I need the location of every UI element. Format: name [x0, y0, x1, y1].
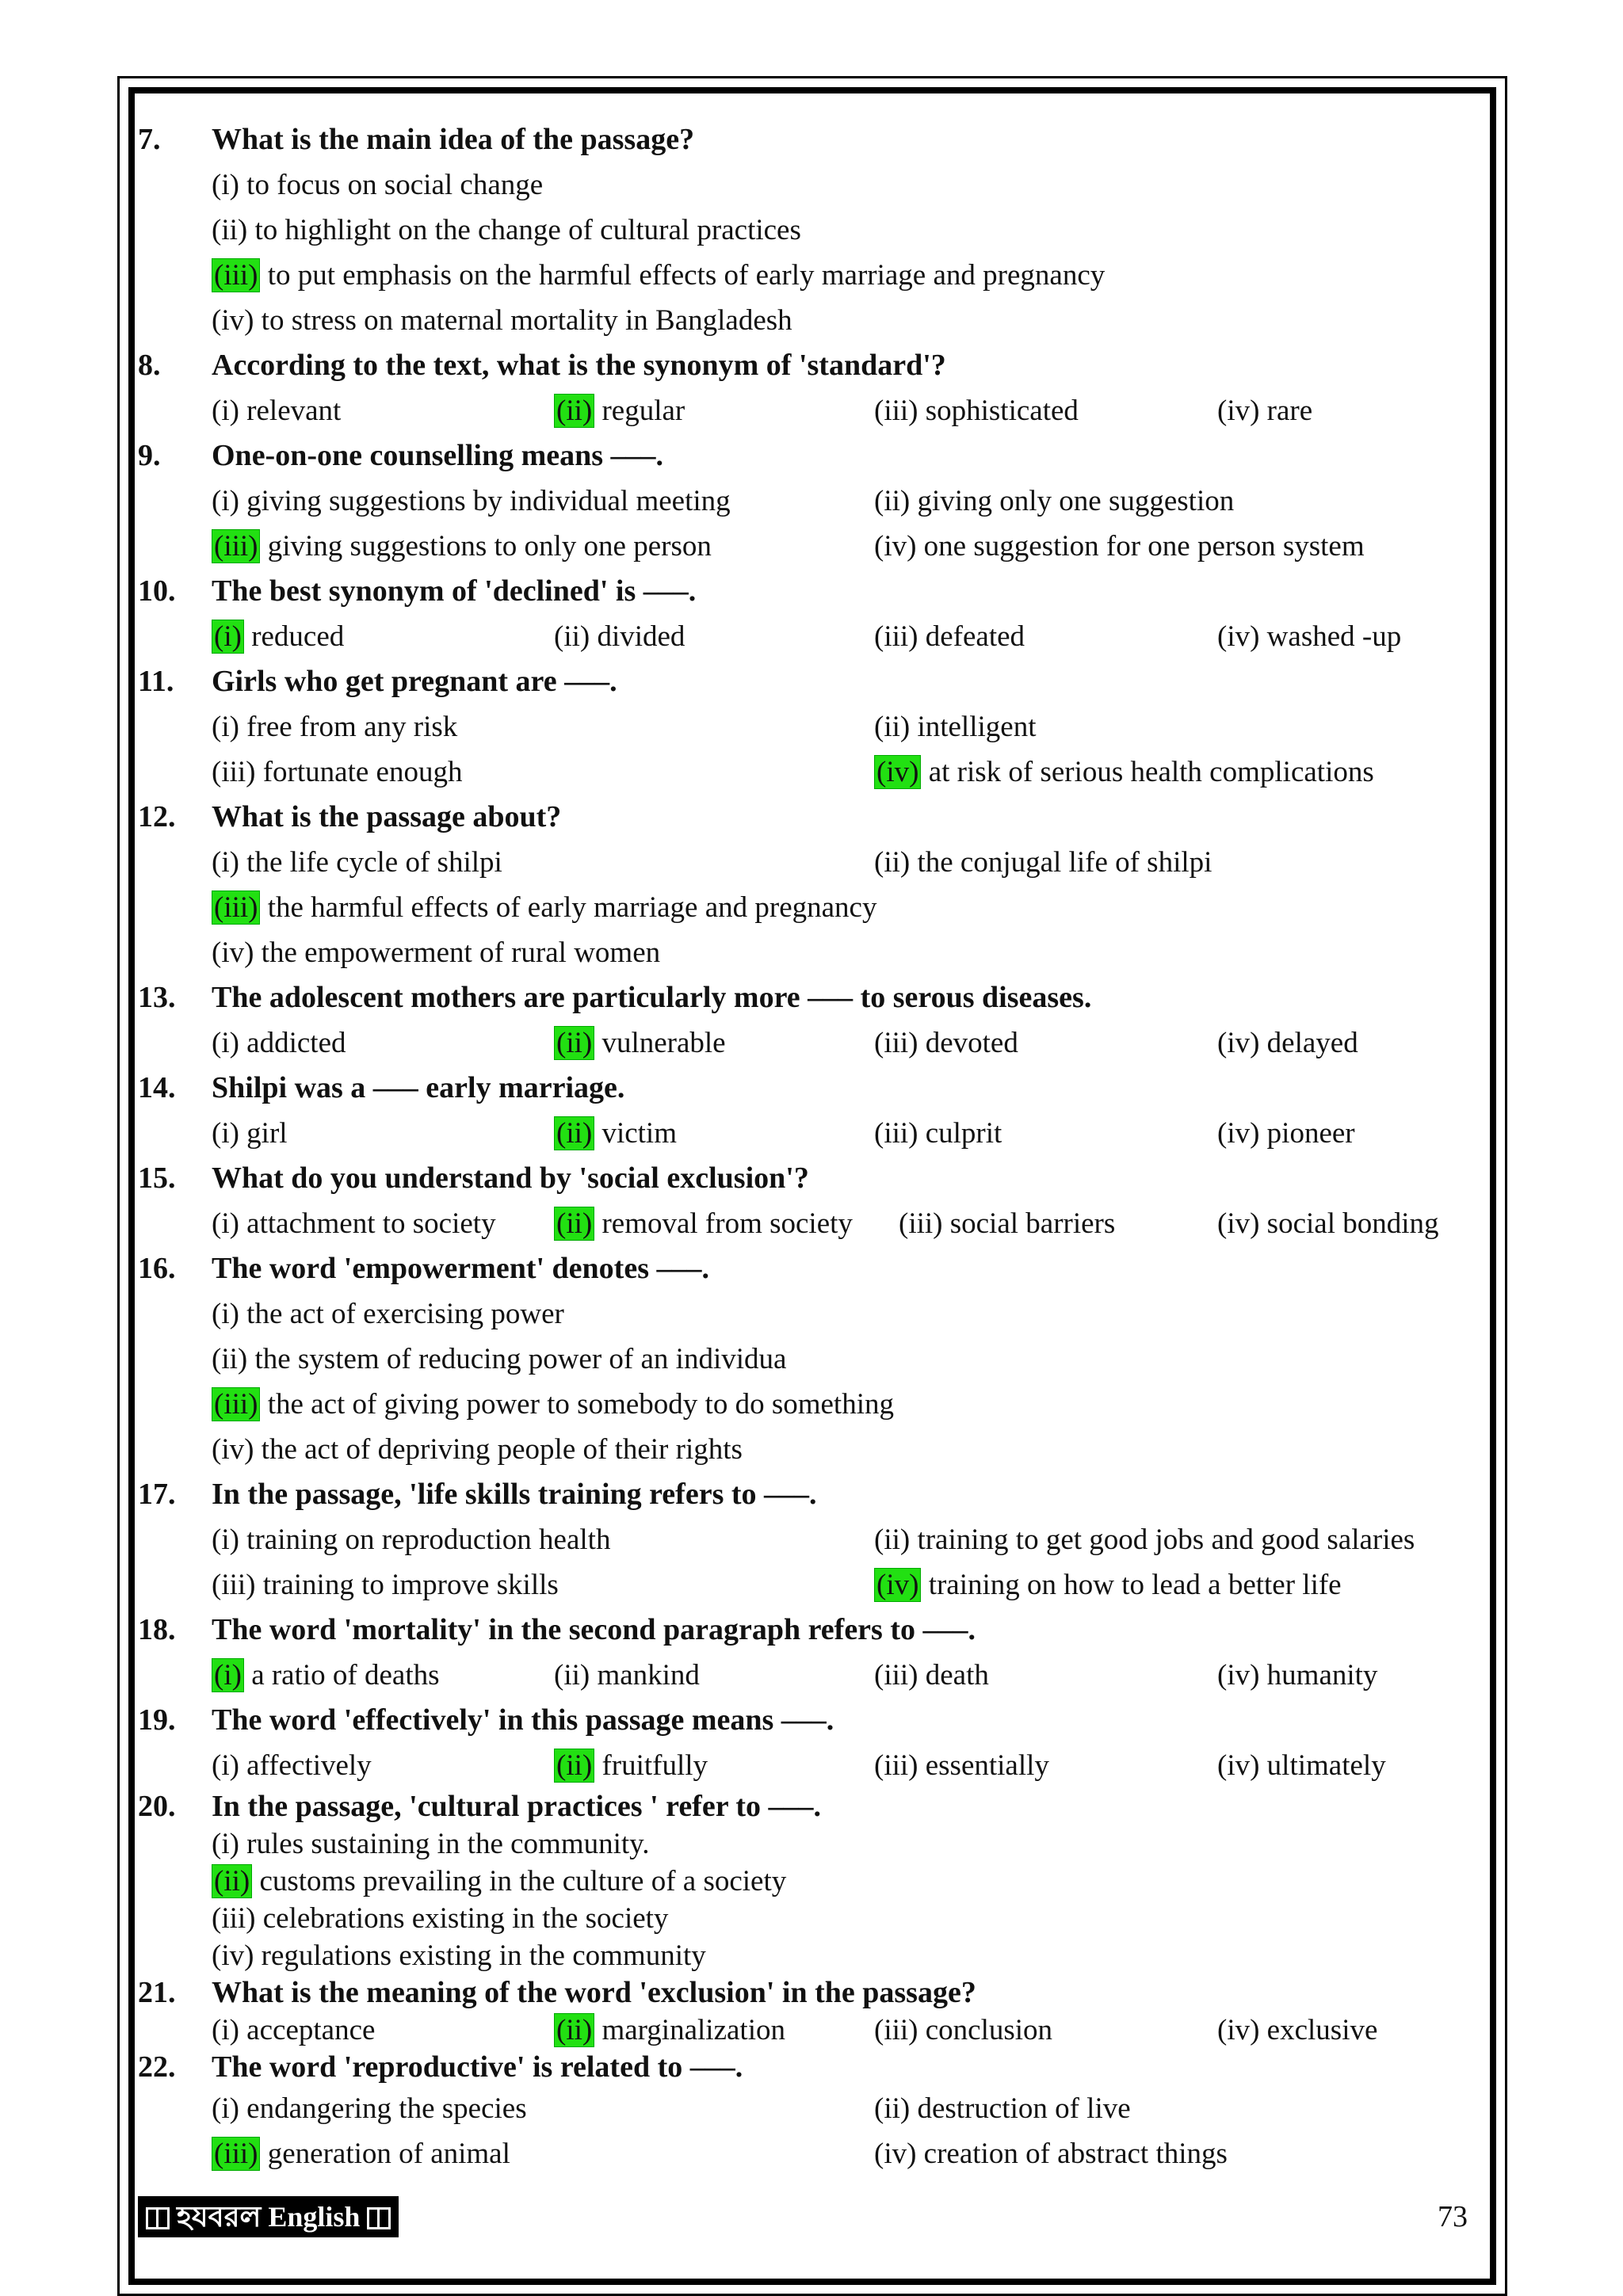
question-text: According to the text, what is the synonym of 'standard'?: [212, 349, 946, 382]
brand-badge: [138, 2196, 399, 2237]
option-text: the harmful effects of early marriage and pregnancy: [260, 891, 877, 924]
option-iii: (iii) fortunate enough: [212, 756, 463, 788]
option-ii: [554, 1111, 677, 1156]
option-iv: (iv) regulations existing in the community: [212, 1939, 706, 1972]
option-ii: (ii) mankind: [554, 1659, 700, 1691]
option-ii: (ii) the system of reducing power of an individua: [212, 1343, 787, 1375]
option-text: at risk of serious health complications: [921, 756, 1374, 788]
option-text: reduced: [243, 620, 345, 653]
question-13: [138, 975, 1485, 1066]
question-number: 20.: [138, 1790, 176, 1823]
question-22: [138, 2049, 1485, 2176]
page-number: 73: [1438, 2200, 1468, 2233]
question-number: 22.: [138, 2050, 176, 2084]
option-iv: (iv) delayed: [1217, 1027, 1358, 1059]
answer-highlight: (ii): [554, 1026, 594, 1060]
question-number: 14.: [138, 1071, 176, 1104]
option-ii: [554, 2012, 785, 2049]
option-ii: [554, 1743, 708, 1788]
option-iii: [212, 1382, 894, 1427]
book-icon: [146, 2207, 170, 2229]
option-ii: [554, 1020, 726, 1066]
question-14: [138, 1066, 1485, 1156]
question-number: 15.: [138, 1161, 176, 1195]
option-iv: (iv) creation of abstract things: [874, 2138, 1228, 2170]
option-iii: [212, 253, 1105, 298]
option-i: (i) the life cycle of shilpi: [212, 846, 502, 879]
option-iv: (iv) humanity: [1217, 1659, 1378, 1691]
option-i: (i) affectively: [212, 1749, 372, 1782]
question-number: 7.: [138, 123, 161, 156]
option-i: (i) attachment to society: [212, 1207, 496, 1240]
question-8: [138, 343, 1485, 433]
option-i: (i) to focus on social change: [212, 169, 544, 201]
question-7: [138, 117, 1485, 343]
option-iv: (iv) to stress on maternal mortality in Bangladesh: [212, 304, 792, 337]
option-i: (i) girl: [212, 1117, 288, 1150]
question-text: The word 'effectively' in this passage means –––.: [212, 1703, 834, 1737]
option-iii: (iii) devoted: [874, 1027, 1018, 1059]
answer-highlight: (iv): [874, 755, 921, 789]
option-iv: (iv) washed -up: [1217, 620, 1402, 653]
answer-highlight: (iii): [212, 1387, 260, 1421]
question-11: [138, 659, 1485, 795]
option-iv: (iv) the act of depriving people of their rights: [212, 1433, 743, 1466]
option-iv: (iv) exclusive: [1217, 2014, 1378, 2046]
option-iii: (iii) essentially: [874, 1749, 1049, 1782]
question-17: [138, 1472, 1485, 1608]
option-ii: (ii) destruction of live: [874, 2092, 1131, 2125]
option-text: to put emphasis on the harmful effects of early marriage and pregnancy: [260, 259, 1106, 292]
answer-highlight: (i): [212, 620, 244, 654]
option-text: the act of giving power to somebody to do something: [260, 1388, 894, 1421]
question-18: [138, 1608, 1485, 1698]
question-text: What do you understand by 'social exclusion'?: [212, 1161, 809, 1195]
question-number: 12.: [138, 800, 176, 833]
option-ii: [554, 1201, 853, 1246]
question-10: [138, 569, 1485, 659]
option-iv: (iv) the empowerment of rural women: [212, 936, 661, 969]
option-i: (i) the act of exercising power: [212, 1298, 564, 1330]
question-text: Girls who get pregnant are –––.: [212, 665, 617, 698]
question-number: 10.: [138, 574, 176, 608]
question-19: [138, 1698, 1485, 1788]
question-number: 21.: [138, 1976, 176, 2009]
answer-highlight: (iii): [212, 891, 260, 925]
question-text: In the passage, 'life skills training refers to –––.: [212, 1478, 817, 1511]
question-text: The word 'reproductive' is related to –––.: [212, 2050, 743, 2084]
question-text: What is the main idea of the passage?: [212, 123, 695, 156]
option-iv: [874, 749, 1374, 795]
answer-highlight: (iii): [212, 2137, 260, 2171]
option-text: generation of animal: [260, 2138, 510, 2170]
option-iv: (iv) one suggestion for one person system: [874, 530, 1365, 563]
answer-highlight: (i): [212, 1658, 244, 1692]
question-text: The word 'mortality' in the second paragraph refers to –––.: [212, 1613, 976, 1646]
option-iii: [212, 2131, 510, 2176]
question-12: [138, 795, 1485, 975]
question-number: 13.: [138, 981, 176, 1014]
option-i: (i) free from any risk: [212, 711, 458, 743]
page-footer: [138, 2196, 1485, 2239]
question-15: [138, 1156, 1485, 1246]
option-iii: (iii) social barriers: [899, 1207, 1116, 1240]
answer-highlight: (iv): [874, 1568, 921, 1602]
option-i: (i) training on reproduction health: [212, 1524, 611, 1556]
option-ii: (ii) to highlight on the change of cultural practices: [212, 214, 801, 246]
option-ii: (ii) giving only one suggestion: [874, 485, 1235, 517]
question-text: What is the meaning of the word 'exclusion' in the passage?: [212, 1976, 976, 2009]
question-20: [138, 1788, 1485, 1974]
option-ii: [554, 388, 685, 433]
answer-highlight: (ii): [554, 1207, 594, 1241]
answer-highlight: (iii): [212, 529, 260, 563]
answer-highlight: (ii): [554, 394, 594, 428]
option-i: (i) rules sustaining in the community.: [212, 1828, 650, 1860]
option-iii: (iii) training to improve skills: [212, 1569, 559, 1601]
option-text: customs prevailing in the culture of a society: [252, 1865, 787, 1897]
option-iv: [874, 1562, 1342, 1608]
question-list: [138, 117, 1485, 2176]
option-text: regular: [594, 395, 685, 427]
question-9: [138, 433, 1485, 569]
option-i: [212, 1653, 440, 1698]
option-iii: (iii) culprit: [874, 1117, 1002, 1150]
question-16: [138, 1246, 1485, 1472]
answer-highlight: (ii): [554, 1749, 594, 1783]
option-iii: (iii) celebrations existing in the society: [212, 1902, 669, 1935]
option-ii: (ii) divided: [554, 620, 685, 653]
option-ii: (ii) the conjugal life of shilpi: [874, 846, 1212, 879]
option-ii: (ii) intelligent: [874, 711, 1037, 743]
question-text: The adolescent mothers are particularly more ––– to serous diseases.: [212, 981, 1092, 1014]
question-text: Shilpi was a ––– early marriage.: [212, 1071, 625, 1104]
option-text: a ratio of deaths: [243, 1659, 440, 1691]
option-iv: (iv) pioneer: [1217, 1117, 1355, 1150]
option-i: (i) acceptance: [212, 2014, 376, 2046]
option-iv: (iv) rare: [1217, 395, 1313, 427]
option-iv: (iv) social bonding: [1217, 1207, 1439, 1240]
answer-highlight: (iii): [212, 258, 260, 292]
question-text: In the passage, 'cultural practices ' refer to –––.: [212, 1790, 822, 1823]
option-text: removal from society: [594, 1207, 853, 1240]
option-i: (i) giving suggestions by individual meeting: [212, 485, 731, 517]
option-i: [212, 614, 344, 659]
question-21: [138, 1974, 1485, 2049]
question-text: The word 'empowerment' denotes –––.: [212, 1252, 709, 1285]
option-ii: (ii) training to get good jobs and good salaries: [874, 1524, 1415, 1556]
answer-highlight: (ii): [212, 1864, 252, 1898]
option-text: marginalization: [594, 2014, 785, 2046]
option-i: (i) endangering the species: [212, 2092, 527, 2125]
question-number: 9.: [138, 439, 161, 472]
answer-highlight: (ii): [554, 2013, 594, 2047]
question-number: 17.: [138, 1478, 176, 1511]
answer-highlight: (ii): [554, 1116, 594, 1150]
option-text: training on how to lead a better life: [921, 1569, 1342, 1601]
question-number: 19.: [138, 1703, 176, 1737]
option-iii: [212, 524, 712, 569]
option-iii: (iii) sophisticated: [874, 395, 1079, 427]
option-ii: [212, 1863, 786, 1900]
question-text: What is the passage about?: [212, 800, 562, 833]
book-icon: [367, 2207, 391, 2229]
question-number: 16.: [138, 1252, 176, 1285]
question-text: One-on-one counselling means –––.: [212, 439, 664, 472]
option-iv: (iv) ultimately: [1217, 1749, 1386, 1782]
question-number: 18.: [138, 1613, 176, 1646]
option-iii: [212, 885, 876, 930]
option-iii: (iii) death: [874, 1659, 989, 1691]
option-text: giving suggestions to only one person: [260, 530, 712, 563]
question-number: 11.: [138, 665, 174, 698]
brand-text: হযবরল English: [177, 2201, 361, 2233]
option-i: (i) addicted: [212, 1027, 346, 1059]
option-i: (i) relevant: [212, 395, 342, 427]
question-text: The best synonym of 'declined' is –––.: [212, 574, 697, 608]
option-iii: (iii) defeated: [874, 620, 1025, 653]
option-text: vulnerable: [594, 1027, 726, 1059]
option-iii: (iii) conclusion: [874, 2014, 1053, 2046]
option-text: fruitfully: [594, 1749, 708, 1782]
option-text: victim: [594, 1117, 677, 1150]
question-number: 8.: [138, 349, 161, 382]
